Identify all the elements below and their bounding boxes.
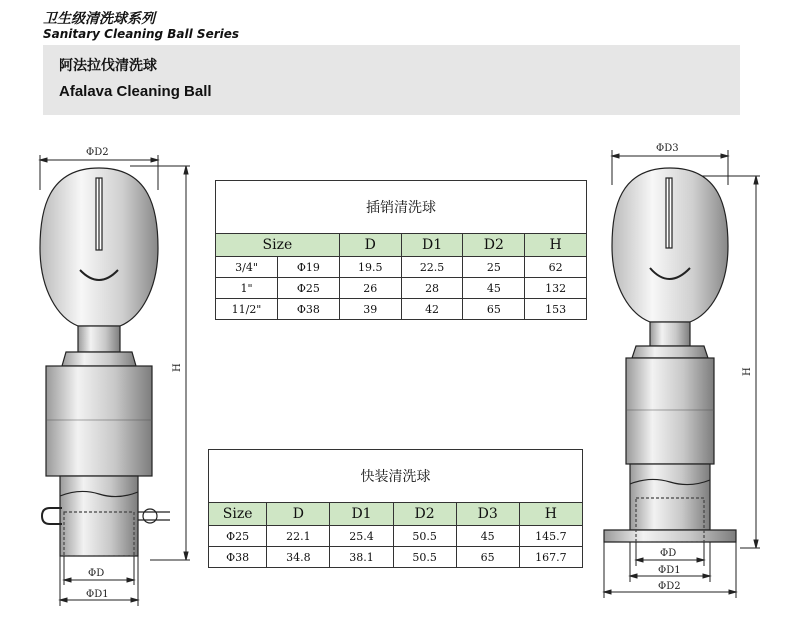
h-cell: 132: [525, 278, 587, 299]
size-cell: Φ38: [209, 547, 267, 568]
size-phi-cell: Φ38: [278, 299, 340, 320]
h-cell: 145.7: [519, 526, 582, 547]
d-cell: 19.5: [339, 257, 401, 278]
size-inch-cell: 1": [216, 278, 278, 299]
d2-cell: 25: [463, 257, 525, 278]
table-row: [216, 299, 587, 320]
table-title: 快装清洗球: [209, 450, 583, 503]
d3-cell: 45: [456, 526, 519, 547]
series-title-en: Sanitary Cleaning Ball Series: [43, 27, 240, 41]
pin-cleaning-ball-table: [215, 180, 587, 320]
column-header: D: [339, 234, 401, 257]
right-dim-d-label: ΦD: [660, 548, 677, 559]
d3-cell: 65: [456, 547, 519, 568]
d1-cell: 38.1: [330, 547, 393, 568]
right-dim-d1-label: ΦD1: [658, 565, 681, 576]
h-cell: 167.7: [519, 547, 582, 568]
left-dim-d1-label: ΦD1: [86, 589, 109, 600]
column-header: H: [525, 234, 587, 257]
right-dim-d2-label: ΦD2: [658, 581, 681, 592]
size-cell: Φ25: [209, 526, 267, 547]
column-header: D2: [393, 503, 456, 526]
column-header: D3: [456, 503, 519, 526]
d2-cell: 50.5: [393, 526, 456, 547]
right-dim-d3-label: ΦD3: [656, 143, 679, 154]
column-header: D: [267, 503, 330, 526]
size-inch-cell: 11/2": [216, 299, 278, 320]
d1-cell: 42: [401, 299, 463, 320]
product-title-cn: 阿法拉伐清洗球: [59, 58, 157, 74]
d1-cell: 25.4: [330, 526, 393, 547]
d2-cell: 50.5: [393, 547, 456, 568]
d1-cell: 22.5: [401, 257, 463, 278]
right-dim-h-label: H: [742, 367, 753, 376]
size-inch-cell: 3/4": [216, 257, 278, 278]
left-dim-h-label: H: [172, 363, 183, 372]
column-header: H: [519, 503, 582, 526]
d-cell: 34.8: [267, 547, 330, 568]
d-cell: 26: [339, 278, 401, 299]
table-row: [216, 278, 587, 299]
column-header: D1: [330, 503, 393, 526]
left-dim-d2-label: ΦD2: [86, 147, 109, 158]
d2-cell: 65: [463, 299, 525, 320]
column-header: Size: [209, 503, 267, 526]
table-row: [209, 526, 583, 547]
product-title-en: Afalava Cleaning Ball: [59, 83, 212, 100]
h-cell: 153: [525, 299, 587, 320]
column-header: Size: [216, 234, 340, 257]
left-dim-d-label: ΦD: [88, 568, 105, 579]
d-cell: 39: [339, 299, 401, 320]
table-row: [209, 547, 583, 568]
table-row: [216, 257, 587, 278]
series-title-cn: 卫生级清洗球系列: [43, 11, 155, 27]
d1-cell: 28: [401, 278, 463, 299]
d-cell: 22.1: [267, 526, 330, 547]
column-header: D1: [401, 234, 463, 257]
clamp-cleaning-ball-table: [208, 449, 583, 568]
size-phi-cell: Φ25: [278, 278, 340, 299]
d2-cell: 45: [463, 278, 525, 299]
size-phi-cell: Φ19: [278, 257, 340, 278]
table-title: 插销清洗球: [216, 181, 587, 234]
column-header: D2: [463, 234, 525, 257]
h-cell: 62: [525, 257, 587, 278]
